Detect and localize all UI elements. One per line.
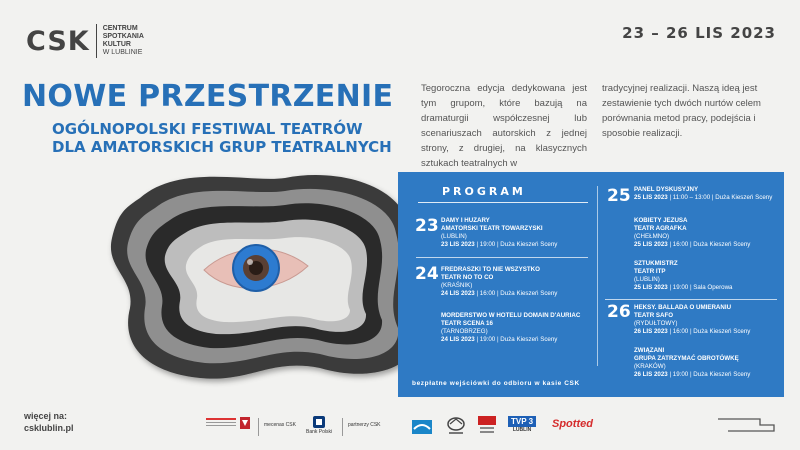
event-title: ZWIĄZANI (634, 347, 665, 354)
partners-label-text: partnerzy CSK (348, 422, 381, 428)
logo-text (103, 25, 144, 57)
partners-label (348, 422, 381, 428)
partner-logo-waves-icon (412, 420, 432, 434)
event-city: (LUBLIN) (634, 276, 660, 283)
event-info: | 19:00 | Duża Kieszeń Sceny (474, 336, 558, 343)
spotted-logo (552, 418, 593, 430)
csk-logo (26, 24, 144, 58)
event-date: 26 LIS 2023 (634, 328, 668, 335)
eye-artwork (100, 158, 430, 388)
program-column-divider (597, 186, 598, 366)
bank-name: Bank Polski (306, 429, 333, 435)
tvp-sub: LUBLIN (512, 427, 532, 433)
event-date: 24 LIS 2023 (441, 336, 475, 343)
event-group: TEATR SCENA 16 (441, 320, 493, 327)
event-separator (605, 299, 777, 300)
logo-mark: CSK (26, 25, 90, 57)
event-city: (CHEŁMNO) (634, 233, 670, 240)
program-heading-underline (418, 202, 588, 203)
event-title: HEKSY. BALLADA O UMIERANIU (634, 304, 732, 311)
event-title: KOBIETY JEZUSA (634, 217, 688, 224)
logo-line: SPOTKANIA (102, 33, 144, 40)
more-info (24, 410, 74, 434)
program-event (634, 186, 772, 202)
event-group: GRUPA ZATRZYMAĆ OBROTÓWKĘ (634, 355, 739, 362)
event-info: | 11:00 – 13:00 | Duża Kieszeń Sceny (667, 194, 773, 201)
event-date: 25 LIS 2023 (634, 194, 668, 201)
event-date: 25 LIS 2023 (634, 241, 668, 248)
event-group: TEATR ITP (634, 268, 666, 275)
event-date: 26 LIS 2023 (634, 371, 668, 378)
festival-dates: 23 – 26 LIS 2023 (622, 24, 776, 42)
event-city: (KRAŚNIK) (441, 282, 473, 289)
partner-logo-book-icon (476, 416, 498, 436)
program-event (441, 217, 557, 249)
page-title: NOWE PRZESTRZENIE (22, 79, 394, 114)
logo-separator (96, 24, 97, 58)
decorative-bracket-icon (718, 418, 776, 432)
event-info: | 16:00 | Duża Kieszeń Sceny (474, 290, 558, 297)
logo-line: CENTRUM (102, 25, 138, 32)
event-city: (TARNOBRZEG) (441, 328, 488, 335)
event-group: TEATR NO TO CO (441, 274, 494, 281)
event-info: | 19:00 | Duża Kieszeń Sceny (667, 371, 751, 378)
event-date: 24 LIS 2023 (441, 290, 475, 297)
program-event (634, 260, 733, 292)
event-info: | 16:00 | Duża Kieszeń Sceny (667, 328, 751, 335)
pko-icon (311, 415, 327, 429)
site-link[interactable]: csklublin.pl (24, 423, 74, 433)
ministry-logo (206, 415, 254, 437)
program-box (398, 172, 784, 397)
event-date: 23 LIS 2023 (441, 241, 475, 248)
event-group: AMATORSKI TEATR TOWARZYSKI (441, 225, 543, 232)
day-number: 26 (607, 302, 631, 322)
event-title: SZTUKMISTRZ (634, 260, 678, 267)
tvp-logo (508, 416, 536, 433)
event-title: DAMY I HUZARY (441, 217, 490, 224)
program-event (441, 312, 580, 344)
intro-text-col1: Tegoroczna edycja dedykowana jest tym grupom, które bazują na dramaturgii współczesnej lub scenariuszach autorskich z jednej strony, z drugiej, na klasycznych sztukach teatralnych w (421, 83, 587, 169)
program-event (634, 217, 750, 249)
more-label: więcej na: (24, 411, 68, 421)
event-title: MORDERSTWO W HOTELU DOMAIN D'AURIAC (441, 312, 581, 319)
event-info: | 19:00 | Duża Kieszeń Sceny (474, 241, 558, 248)
subtitle-line: DLA AMATORSKICH GRUP TEATRALNYCH (52, 138, 392, 156)
patron-label-text: mecenas CSK (264, 422, 296, 428)
logo-line: KULTUR (102, 41, 131, 48)
page-subtitle (52, 120, 392, 156)
spotted-mark: Spotted (552, 418, 593, 430)
event-title: FREDRASZKI TO NIE WSZYSTKO (441, 266, 540, 273)
intro-text-col2: tradycyjnej realizacji. Naszą ideą jest zestawienie tych dwóch nurtów celem porównania metod pracy, podejścia i sposobie realizacji. (602, 83, 761, 139)
event-info: | 19:00 | Sala Operowa (667, 284, 733, 291)
event-city: (RYDUŁTOWY) (634, 320, 678, 327)
footer-separator (258, 418, 259, 436)
event-city: (LUBLIN) (441, 233, 467, 240)
event-date: 25 LIS 2023 (634, 284, 668, 291)
logo-place: W LUBLINIE (102, 49, 143, 56)
event-group: TEATR AGRAFKA (634, 225, 687, 232)
pko-logo (306, 415, 332, 435)
event-group: TEATR SAFO (634, 312, 674, 319)
day-number: 23 (415, 216, 439, 236)
program-event (441, 266, 557, 298)
footer-separator (342, 418, 343, 436)
event-title: PANEL DYSKUSYJNY (634, 186, 699, 193)
event-info: | 16:00 | Duża Kieszeń Sceny (667, 241, 751, 248)
day-number: 24 (415, 264, 439, 284)
program-event (634, 304, 750, 336)
subtitle-line: OGÓLNOPOLSKI FESTIWAL TEATRÓW (52, 120, 363, 138)
tvp-mark: TVP 3 (508, 416, 536, 427)
mazda-logo-icon (446, 416, 466, 436)
day-number: 25 (607, 186, 631, 206)
event-city: (KRAKÓW) (634, 363, 666, 370)
patron-label (264, 422, 296, 428)
program-event (634, 347, 750, 379)
event-separator (416, 257, 588, 258)
ticket-note: bezpłatne wejściówki do odbioru w kasie CSK (412, 380, 580, 387)
program-heading: PROGRAM (442, 185, 526, 198)
